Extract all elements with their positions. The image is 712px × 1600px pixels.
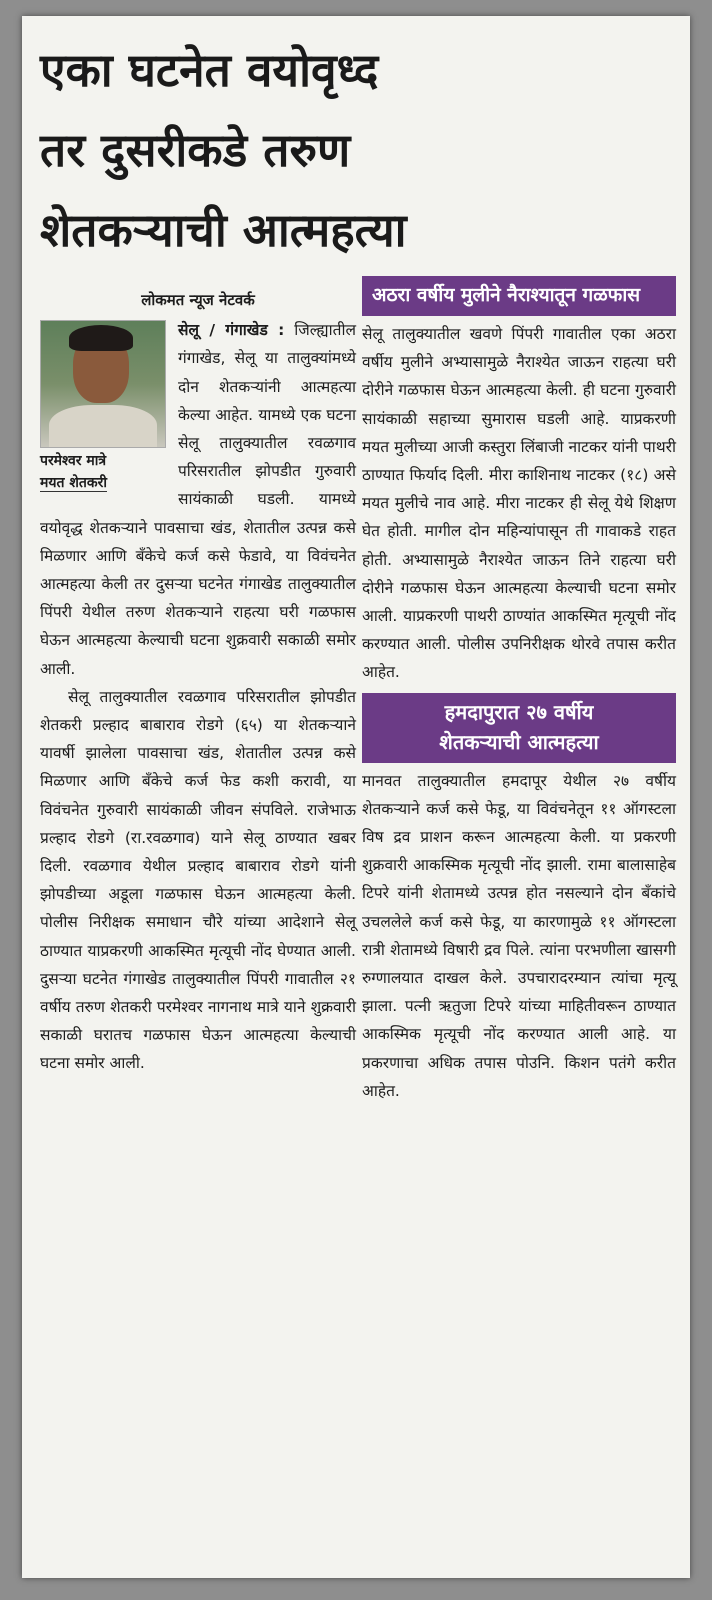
- subheading-1: अठरा वर्षीय मुलीने नैराश्यातून गळफास: [362, 276, 676, 316]
- headline-line-2: तर दुसरीकडे तरुण: [40, 123, 351, 177]
- headline: [40, 30, 670, 270]
- dateline: सेलू / गंगाखेड :: [178, 321, 285, 340]
- subheading-2-line-1: हमदापुरात २७ वर्षीय: [444, 699, 594, 724]
- photo-block: [40, 320, 168, 494]
- caption-name: परमेश्वर मात्रे: [40, 453, 107, 470]
- headline-line-3: शेतकऱ्याची आत्महत्या: [40, 203, 407, 257]
- caption-label: मयत शेतकरी: [40, 475, 107, 492]
- left-column: [40, 286, 356, 1078]
- photo-caption: [40, 450, 168, 494]
- photo-shirt: [49, 405, 157, 448]
- right-paragraph-1: सेलू तालुक्यातील खवणे पिंपरी गावातील एका अठरा वर्षीय मुलीने अभ्यासामुळे नैराश्येत जाऊन राहत्या घरी दोरीने गळफास घेऊन आत्महत्या केली. ही घटना गुरुवारी सायंकाळी सहाच्या सुमारास घडली आहे. याप्रकरणी मयत मुलीच्या आजी कस्तुरा लिंबाजी नाटकर यांनी पाथरी ठाण्यात फिर्याद दिली. मीरा काशिनाथ नाटकर (१८) असे मयत मुलीचे नाव आहे. मीरा नाटकर ही सेलू येथे शिक्षण घेत होती. मागील दोन महिन्यांपासून ती गावाकडे राहत होती. अभ्यासामुळे नैराश्येत जाऊन तिने राहत्या घरी दोरीने गळफास घेऊन आत्महत्या केल्याची घटना समोर आली. याप्रकरणी पाथरी ठाण्यांत आकस्मित मृत्यूची नोंद करण्यात आली. पोलीस उपनिरीक्षक थोरवे तपास करीत आहेत.: [362, 325, 676, 682]
- right-column: [362, 276, 676, 1105]
- left-paragraph-1-text: जिल्ह्यातील गंगाखेड, सेलू या तालुक्यांमध्ये दोन शेतकऱ्यांनी आत्महत्या केल्या आहेत. यामध्ये एक घटना सेलू तालुक्यातील रवळगाव परिसरातील झोपडीत गुरुवारी सायंकाळी घडली. यामध्ये वयोवृद्ध शेतकऱ्याने पावसाचा खंड, शेतातील उत्पन्न कसे मिळणार आणि बँकेचे कर्ज कसे फेडावे, या विवंचनेत आत्महत्या केली तर दुसऱ्या घटनेत गंगाखेड तालुक्यातील पिंपरी येथील तरुण शेतकऱ्याने राहत्या घरी गळफास घेऊन आत्महत्या केल्याची घटना शुक्रवारी सकाळी समोर आली.: [40, 321, 356, 678]
- headline-line-1: एका घटनेत वयोवृध्द: [40, 43, 379, 97]
- subheading-2: [362, 693, 676, 763]
- left-paragraph-2: सेलू तालुक्यातील रवळगाव परिसरातील झोपडीत शेतकरी प्रल्हाद बाबाराव रोडगे (६५) या शेतकऱ्याने यावर्षी झालेला पावसाचा खंड, शेतातील उत्पन्न कसे मिळणार आणि बँकेचे कर्ज फेड कशी करावी, या विवंचनेत गुरुवारी सायंकाळी जीवन संपविले. राजेभाऊ प्रल्हाद रोडगे (रा.रवळगाव) याने सेलू ठाण्यात खबर दिली. रवळगाव येथील प्रल्हाद बाबाराव रोडगे यांनी झोपडीच्या अडूला गळफास घेऊन आत्महत्या केली. पोलीस निरीक्षक समाधान चौरे यांच्या आदेशाने सेलू ठाण्यात याप्रकरणी आकस्मित मृत्यूची नोंद घेण्यात आली. दुसऱ्या घटनेत गंगाखेड तालुक्यातील पिंपरी गावातील २१ वर्षीय तरुण शेतकरी परमेश्वर नागनाथ मात्रे याने शुक्रवारी सकाळी घरातच गळफास घेऊन आत्महत्या केल्याची घटना समोर आली.: [40, 687, 356, 1073]
- farmer-photo: [40, 320, 166, 448]
- newspaper-clipping: [22, 16, 690, 1578]
- right-paragraph-2: मानवत तालुक्यातील हमदापूर येथील २७ वर्षीय शेतकऱ्याने कर्ज कसे फेडू, या विवंचनेतून ११ ऑगस्टला विष द्रव प्राशन करून आत्महत्या केली. या प्रकरणी शुक्रवारी आकस्मिक मृत्यूची नोंद झाली. रामा बालासाहेब टिपरे यांनी शेतामध्ये उत्पन्न होत नसल्याने दोन बँकांचे उचललेले कर्ज कसे फेडू, या कारणामुळे ११ ऑगस्टला रात्री शेतामध्ये विषारी द्रव पिले. त्यांना परभणीला खासगी रुग्णालयात दाखल केले. उपचारादरम्यान त्यांचा मृत्यू झाला. पत्नी ऋतुजा टिपरे यांच्या माहितीवरून ठाण्यात आकस्मिक मृत्यूची नोंद करण्यात आली आहे. या प्रकरणाचा अधिक तपास पोउनि. किशन पतंगे करीत आहेत.: [362, 771, 676, 1100]
- subheading-2-line-2: शेतकऱ्याची आत्महत्या: [439, 729, 599, 754]
- photo-hair: [69, 325, 133, 351]
- byline: लोकमत न्यूज नेटवर्क: [141, 291, 255, 309]
